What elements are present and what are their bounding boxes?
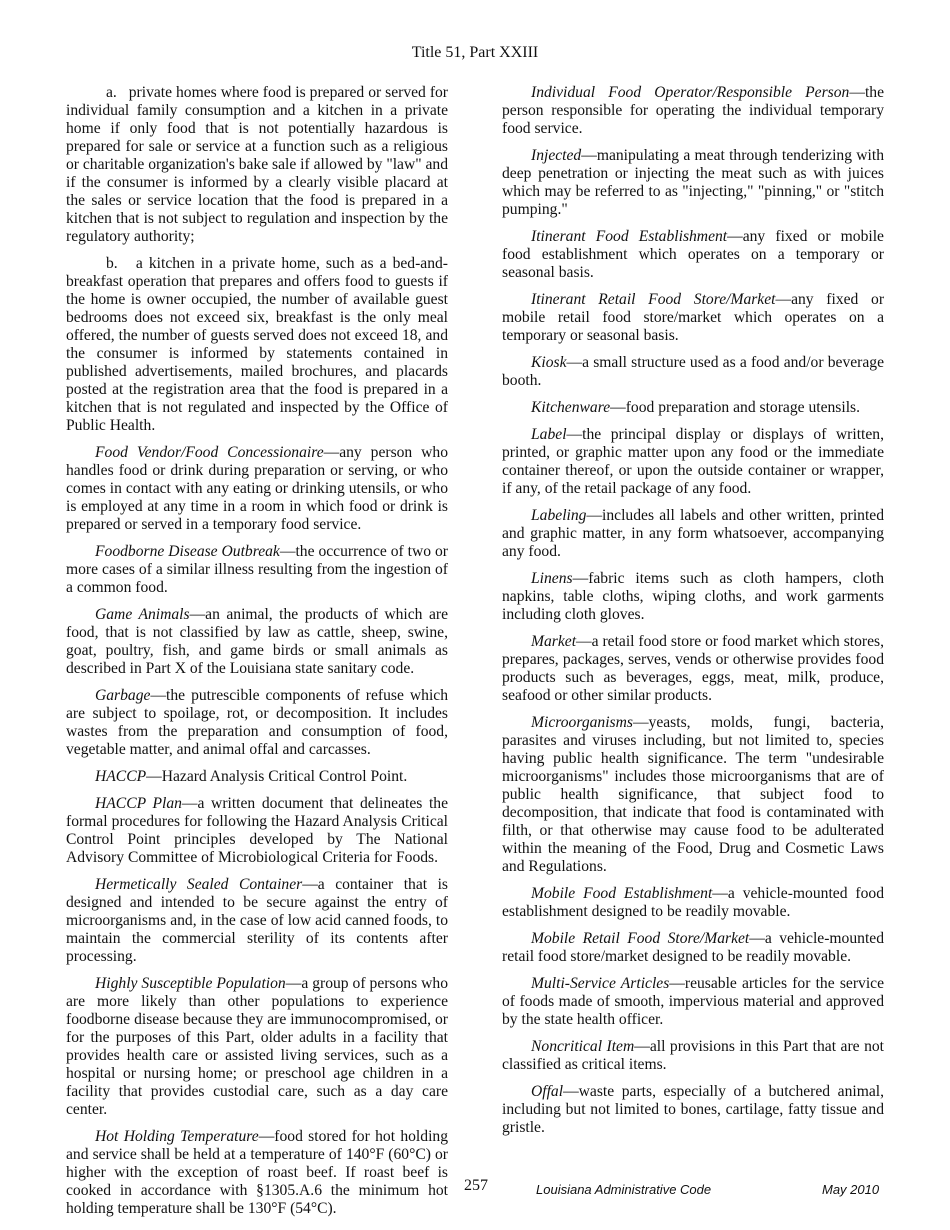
- definition-text: an animal, the products of which are food, that is not classified by law as cattle, sheep, swine, goat, poultry, fish, and game birds or small animals as described in Part X of the Louisiana state sanitary code.: [66, 606, 448, 677]
- definition-mobile-retail-store: Mobile Retail Food Store/Market—a vehicle-mounted retail food store/market designed to be readily movable.: [502, 930, 884, 965]
- publication-name: Louisiana Administrative Code: [536, 1182, 712, 1197]
- definition-text: a group of persons who are more likely than other populations to experience foodborne disease because they are immunocompromised, or for the purposes of this Part, older adults in a facility that provides health care or assisted living services, such as a hospital or nursing home; or preschool age children in a facility that provides custodial care, such as a day care center.: [66, 975, 448, 1118]
- definition-term: Labeling: [531, 507, 587, 524]
- definition-text: reusable articles for the service of foods made of smooth, impervious material and approved by the state health officer.: [502, 975, 884, 1028]
- left-column: [66, 84, 448, 1227]
- definition-haccp: HACCP—Hazard Analysis Critical Control Point.: [95, 768, 408, 785]
- page-header: Title 51, Part XXIII: [411, 44, 539, 61]
- definition-term: Hot Holding Temperature: [95, 1128, 259, 1145]
- definition-text: manipulating a meat through tenderizing with deep penetration or injecting the meat such as with juices which may be referred to as "injecting," "pinning," or "stitch pumping.": [502, 147, 884, 218]
- subitem-label: b.: [106, 255, 118, 272]
- definition-text: any fixed or mobile food establishment which operates on a temporary or seasonal basis.: [502, 228, 884, 281]
- definition-term: Mobile Retail Food Store/Market: [531, 930, 750, 947]
- definition-microorganisms: Microorganisms—yeasts, molds, fungi, bacteria, parasites and viruses including, but not limited to, species having public health significance. The term "undesirable microorganisms" includes those microorganisms that are of public health significance, that subject food to decomposition, that indicate that food is contaminated with filth, or that otherwise may cause food to be adulterated within the meaning of the Food, Drug and Cosmetic Laws and Regulations.: [502, 714, 884, 875]
- definition-text: a vehicle-mounted food establishment designed to be readily movable.: [502, 885, 884, 920]
- definition-term: Linens: [531, 570, 573, 587]
- definition-text: a small structure used as a food and/or beverage booth.: [502, 354, 884, 389]
- definition-term: Hermetically Sealed Container: [95, 876, 303, 893]
- definition-text: food preparation and storage utensils.: [625, 399, 860, 416]
- definition-itinerant-establishment: Itinerant Food Establishment—any fixed or mobile food establishment which operates on a temporary or seasonal basis.: [502, 228, 884, 281]
- definition-text: Hazard Analysis Critical Control Point.: [161, 768, 408, 785]
- definition-text: a vehicle-mounted retail food store/market designed to be readily movable.: [502, 930, 884, 965]
- subitem-text: private homes where food is prepared or served for individual family consumption and a kitchen in a private home if only food that is not potentially hazardous is prepared for sale or service at a function such as a religious or charitable organization's bake sale if allowed by "law" and if the consumer is informed by a clearly visible placard at the sales or service location that the food is prepared in a kitchen that is not subject to regulation and inspection by the regulatory authority;: [66, 84, 449, 245]
- definition-term: Highly Susceptible Population: [95, 975, 286, 992]
- definition-haccp-plan: HACCP Plan—a written document that delineates the formal procedures for following the Hazard Analysis Critical Control Point principles developed by The National Advisory Committee of Microbiological Criteria for Foods.: [66, 795, 449, 866]
- definition-label: Label—the principal display or displays of written, printed, or graphic matter upon any food or the immediate container thereof, or upon the outside container or wrapper, if any, of the retail package of any food.: [502, 426, 884, 497]
- definition-text: fabric items such as cloth hampers, cloth napkins, table cloths, wiping cloths, and work garments including cloth gloves.: [502, 570, 884, 623]
- definition-text: waste parts, especially of a butchered animal, including but not limited to bones, cartilage, fatty tissue and gristle.: [502, 1083, 884, 1136]
- page-number: 257: [464, 1177, 488, 1194]
- definition-kitchenware: Kitchenware—food preparation and storage utensils.: [531, 399, 860, 416]
- definition-term: Offal: [531, 1083, 564, 1100]
- definition-text: food stored for hot holding and service shall be held at a temperature of 140°F (60°C) or higher with the exception of roast beef. If roast beef is cooked in accordance with §1305.A.6 the minimum hot holding temperature shall be 130°F (54°C).: [66, 1128, 448, 1217]
- publication-date: May 2010: [822, 1182, 880, 1197]
- definition-noncritical-item: Noncritical Item—all provisions in this Part that are not classified as critical items.: [502, 1038, 885, 1073]
- definition-garbage: Garbage—the putrescible components of refuse which are subject to spoilage, rot, or decomposition. It includes wastes from the preparation and consumption of food, vegetable matter, and animal offal and carcasses.: [66, 687, 448, 758]
- definition-term: Foodborne Disease Outbreak: [95, 543, 280, 560]
- definition-itinerant-store: Itinerant Retail Food Store/Market—any fixed or mobile retail food store/market which operates on a temporary or seasonal basis.: [502, 291, 885, 344]
- definition-text: the principal display or displays of written, printed, or graphic matter upon any food or the immediate container thereof, or upon the outside container or wrapper, if any, of the retail package of any food.: [502, 426, 884, 497]
- definition-hermetically-sealed: Hermetically Sealed Container—a container that is designed and intended to be secure against the entry of microorganisms and, in the case of low acid canned foods, to maintain the commercial sterility of its contents after processing.: [66, 876, 448, 965]
- definition-term: Kiosk: [531, 354, 567, 371]
- definition-multi-service-articles: Multi-Service Articles—reusable articles for the service of foods made of smooth, impervious material and approved by the state health officer.: [502, 975, 884, 1028]
- definition-text: the occurrence of two or more cases of a similar illness resulting from the ingestion of a common food.: [66, 543, 448, 596]
- definition-text: a retail food store or food market which stores, prepares, packages, serves, vends or otherwise provides food products such as beverages, eggs, meat, milk, produce, seafood or other similar products.: [502, 633, 884, 704]
- definition-individual-operator: Individual Food Operator/Responsible Person—the person responsible for operating the individual temporary food service.: [502, 84, 884, 137]
- definition-term: HACCP Plan: [95, 795, 182, 812]
- definition-term: Mobile Food Establishment: [531, 885, 713, 902]
- definition-linens: Linens—fabric items such as cloth hampers, cloth napkins, table cloths, wiping cloths, and work garments including cloth gloves.: [502, 570, 884, 623]
- definition-term: Injected: [531, 147, 582, 164]
- definition-foodborne-outbreak: Foodborne Disease Outbreak—the occurrence of two or more cases of a similar illness resulting from the ingestion of a common food.: [66, 543, 448, 596]
- subitem-a: [66, 84, 448, 246]
- definition-term: Noncritical Item: [531, 1038, 635, 1055]
- definition-text: the putrescible components of refuse which are subject to spoilage, rot, or decomposition. It includes wastes from the preparation and consumption of food, vegetable matter, and animal offal and carcasses.: [66, 687, 448, 758]
- definition-text: any fixed or mobile retail food store/market which operates on a temporary or seasonal basis.: [502, 291, 885, 344]
- definition-text: all provisions in this Part that are not classified as critical items.: [502, 1038, 885, 1073]
- definition-text: a written document that delineates the formal procedures for following the Hazard Analysis Critical Control Point principles developed by The National Advisory Committee of Microbiological Criteria for Foods.: [66, 795, 449, 866]
- definition-kiosk: Kiosk—a small structure used as a food and/or beverage booth.: [502, 354, 884, 389]
- definition-text: the person responsible for operating the individual temporary food service.: [502, 84, 884, 137]
- definition-labeling: Labeling—includes all labels and other written, printed and graphic matter, in any form whatsoever, accompanying any food.: [502, 507, 884, 560]
- definition-term: Kitchenware: [531, 399, 611, 416]
- definition-offal: Offal—waste parts, especially of a butchered animal, including but not limited to bones, cartilage, fatty tissue and gristle.: [502, 1083, 884, 1136]
- definition-text: yeasts, molds, fungi, bacteria, parasites and viruses including, but not limited to, species having public health significance. The term "undesirable microorganisms" includes those microorganisms that are of public health significance, that subject food to decomposition, that indicate that food is contaminated with filth, or that otherwise may cause food to be adulterated within the meaning of the Food, Drug and Cosmetic Laws and Regulations.: [502, 714, 884, 875]
- definition-injected: Injected—manipulating a meat through tenderizing with deep penetration or injecting the meat such as with juices which may be referred to as "injecting," "pinning," or "stitch pumping.": [502, 147, 884, 218]
- definition-game-animals: Game Animals—an animal, the products of which are food, that is not classified by law as cattle, sheep, swine, goat, poultry, fish, and game birds or small animals as described in Part X of the Louisiana state sanitary code.: [66, 606, 448, 677]
- definition-term: Food Vendor/Food Concessionaire: [95, 444, 324, 461]
- definition-term: Label: [531, 426, 567, 443]
- definition-term: Market: [531, 633, 577, 650]
- definition-highly-susceptible: Highly Susceptible Population—a group of persons who are more likely than other populations to experience foodborne disease because they are immunocompromised, or for the purposes of this Part, older adults in a facility that provides health care or assisted living services, such as a hospital or nursing home; or preschool age children in a facility that provides custodial care, such as a day care center.: [66, 975, 448, 1118]
- subitem-label: a.: [106, 84, 117, 101]
- definition-term: Itinerant Retail Food Store/Market: [531, 291, 776, 308]
- definition-term: Itinerant Food Establishment: [531, 228, 728, 245]
- subitem-text: a kitchen in a private home, such as a bed-and-breakfast operation that prepares and offers food to guests if the home is owner occupied, the number of available guest bedrooms does not exceed six, breakfast is the only meal offered, the number of guests served does not exceed 18, and the consumer is informed by statements contained in published advertisements, mailed brochures, and placards posted at the registration area that the food is prepared in a kitchen that is not regulated and inspected by the Office of Public Health.: [66, 255, 448, 434]
- definition-term: Multi-Service Articles: [531, 975, 670, 992]
- definition-term: Garbage: [95, 687, 151, 704]
- definition-term: HACCP: [95, 768, 147, 785]
- subitem-b: [66, 255, 448, 435]
- definition-term: Individual Food Operator/Responsible Person: [531, 84, 850, 101]
- definition-term: Game Animals: [95, 606, 190, 623]
- right-column: [502, 84, 884, 1146]
- definition-text: includes all labels and other written, printed and graphic matter, in any form whatsoever, accompanying any food.: [502, 507, 884, 560]
- definition-text: a container that is designed and intended to be secure against the entry of microorganisms and, in the case of low acid canned foods, to maintain the commercial sterility of its contents after processing.: [66, 876, 448, 965]
- definition-text: any person who handles food or drink during preparation or serving, or who comes in contact with any eating or drinking utensils, or who is employed at any time in a room in which food or drink is prepared or served in a temporary food service.: [66, 444, 448, 533]
- definition-hot-holding: Hot Holding Temperature—food stored for hot holding and service shall be held at a temperature of 140°F (60°C) or higher with the exception of roast beef. If roast beef is cooked in accordance with §1305.A.6 the minimum hot holding temperature shall be 130°F (54°C).: [66, 1128, 448, 1217]
- definition-market: Market—a retail food store or food market which stores, prepares, packages, serves, vends or otherwise provides food products such as beverages, eggs, meat, milk, produce, seafood or other similar products.: [502, 633, 884, 704]
- definition-mobile-food-establishment: Mobile Food Establishment—a vehicle-mounted food establishment designed to be readily movable.: [502, 885, 884, 920]
- definition-term: Microorganisms: [531, 714, 633, 731]
- definition-food-vendor: Food Vendor/Food Concessionaire—any person who handles food or drink during preparation or serving, or who comes in contact with any eating or drinking utensils, or who is employed at any time in a room in which food or drink is prepared or served in a temporary food service.: [66, 444, 448, 533]
